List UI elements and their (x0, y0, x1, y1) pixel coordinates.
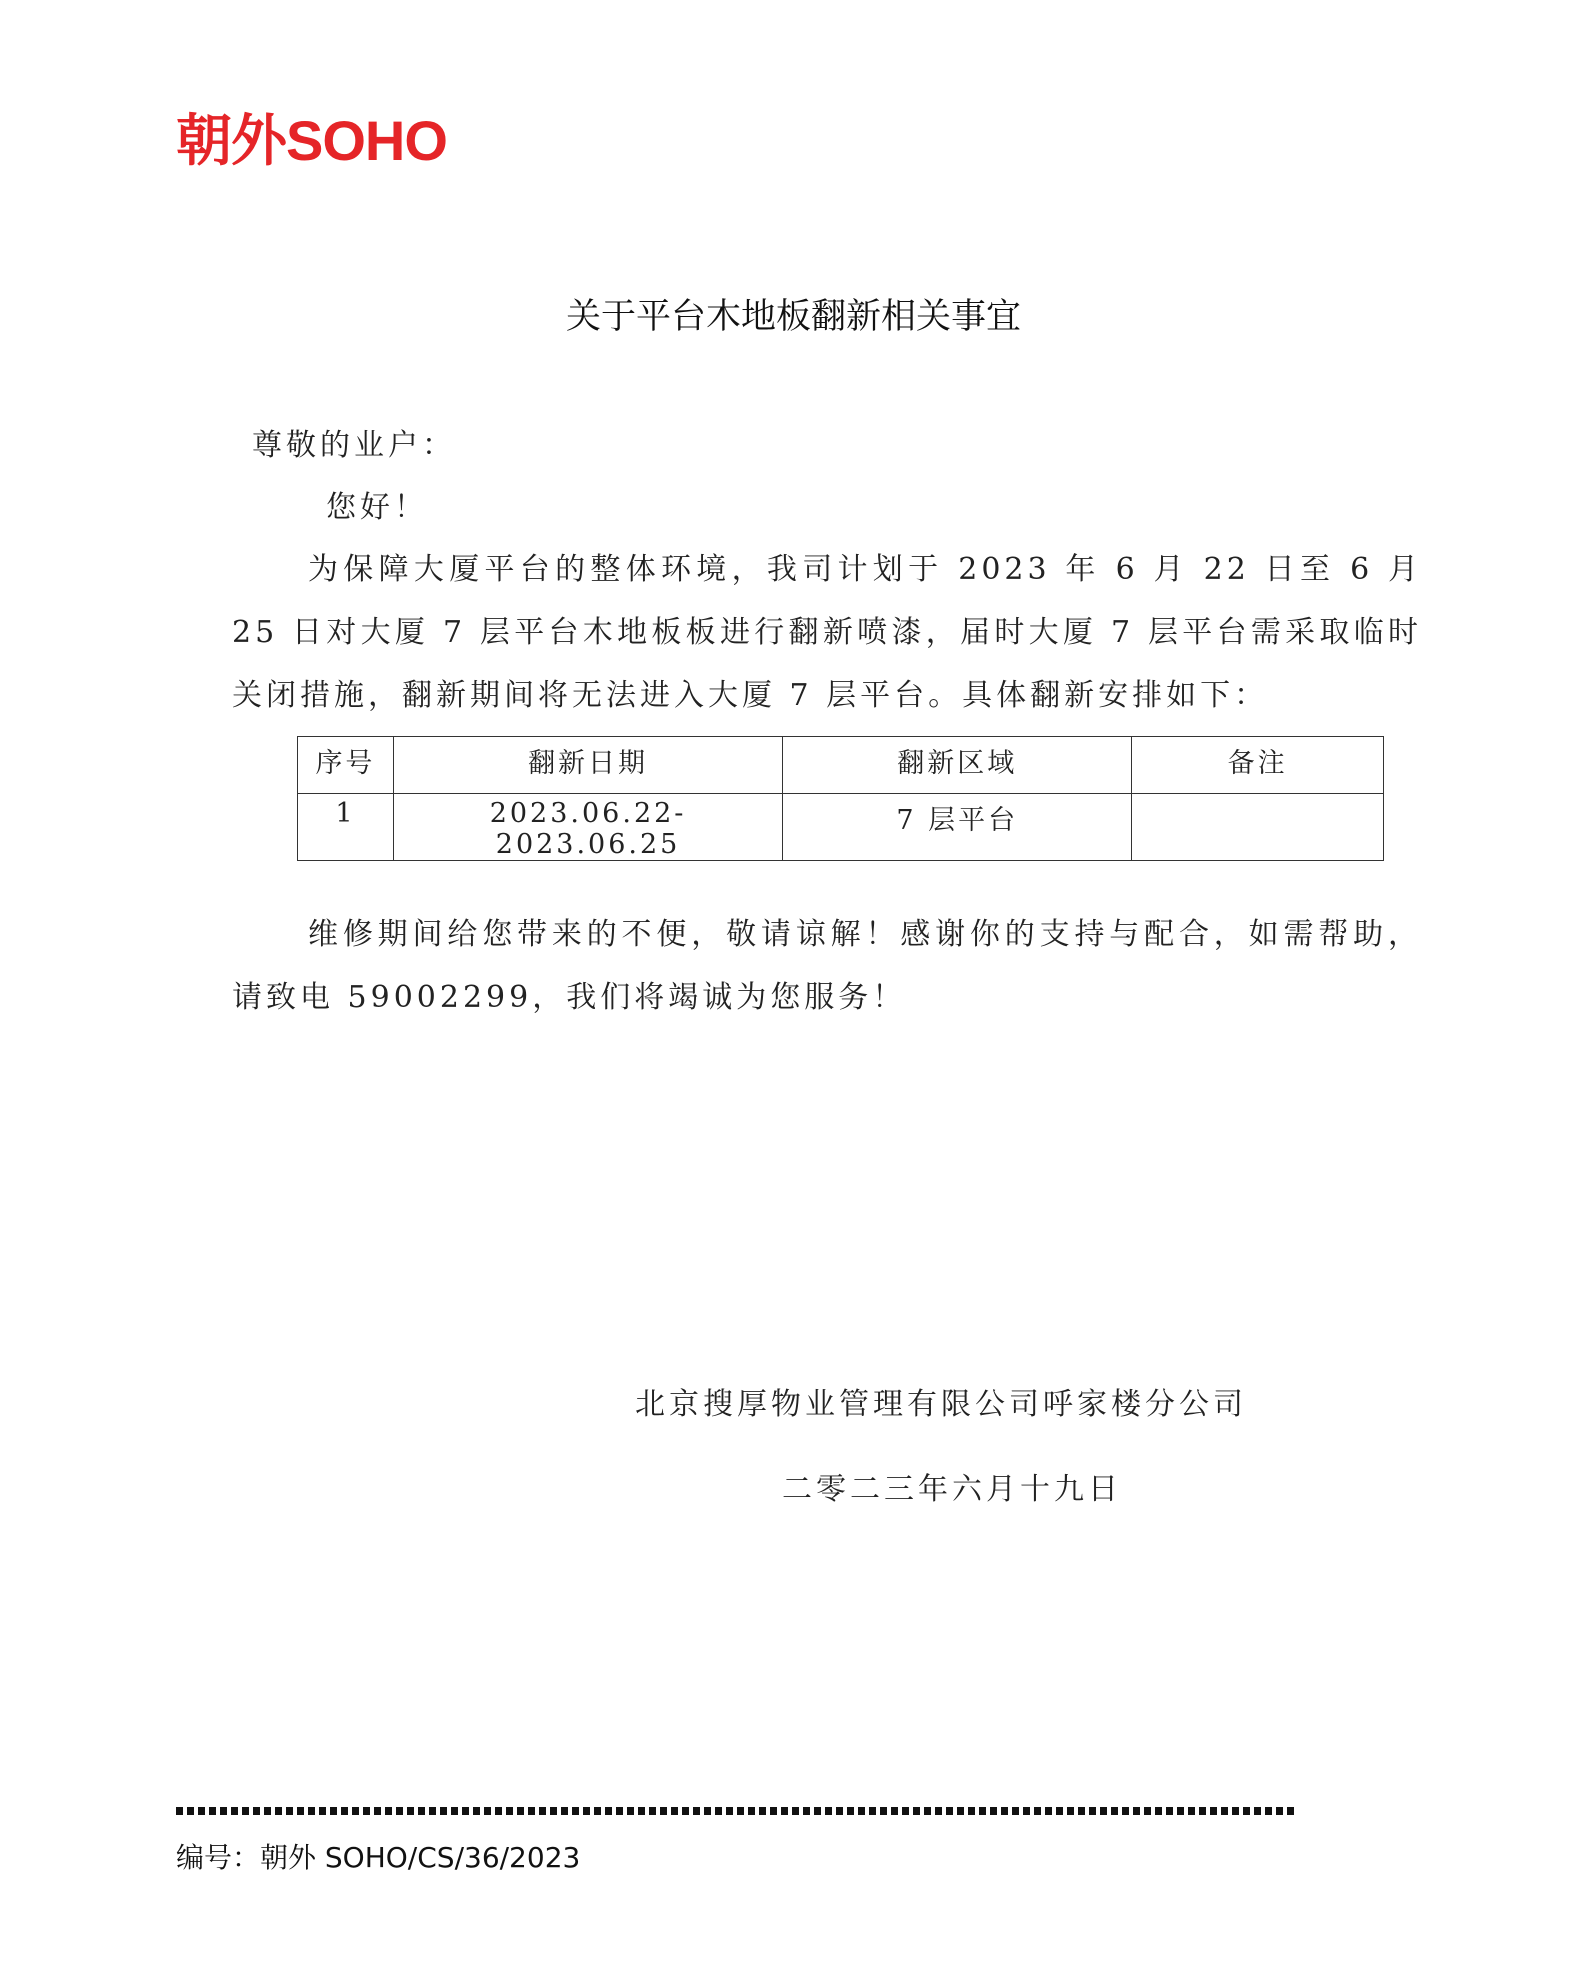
company-logo: 朝外SOHO (176, 109, 447, 172)
header-cell-index: 序号 (298, 737, 394, 794)
notice-paragraph: 为保障大厦平台的整体环境，我司计划于 2023 年 6 月 22 日至 6 月 25 日对大厦 7 层平台木地板板进行翻新喷漆，届时大厦 7 层平台需采取临时关闭措施，翻新期间将无法进入大厦 7 层平台。具体翻新安排如下： (232, 552, 1422, 713)
header-cell-area: 翻新区域 (783, 737, 1132, 794)
closing-paragraph: 维修期间给您带来的不便，敬请谅解！感谢你的支持与配合，如需帮助，请致电 59002299，我们将竭诚为您服务！ (232, 917, 1422, 1015)
table-header-row (298, 737, 1384, 794)
header-cell-date: 翻新日期 (393, 737, 782, 794)
renovation-schedule-table (297, 736, 1384, 861)
salutation: 尊敬的业户： (252, 428, 456, 463)
signing-date: 二零二三年六月十九日 (782, 1472, 1122, 1507)
cell-area: 7 层平台 (783, 794, 1132, 861)
document-number: 编号：朝外 SOHO/CS/36/2023 (176, 1841, 581, 1874)
table-row (298, 794, 1384, 861)
cell-date: 2023.06.22-2023.06.25 (393, 794, 782, 861)
cell-remarks (1132, 794, 1384, 861)
header-cell-remarks: 备注 (1132, 737, 1384, 794)
document-title: 关于平台木地板翻新相关事宜 (565, 297, 1021, 337)
footer-dotted-divider (176, 1807, 1296, 1815)
greeting: 您好！ (326, 490, 428, 525)
signer-company: 北京搜厚物业管理有限公司呼家楼分公司 (635, 1387, 1247, 1422)
cell-index: 1 (298, 794, 394, 861)
